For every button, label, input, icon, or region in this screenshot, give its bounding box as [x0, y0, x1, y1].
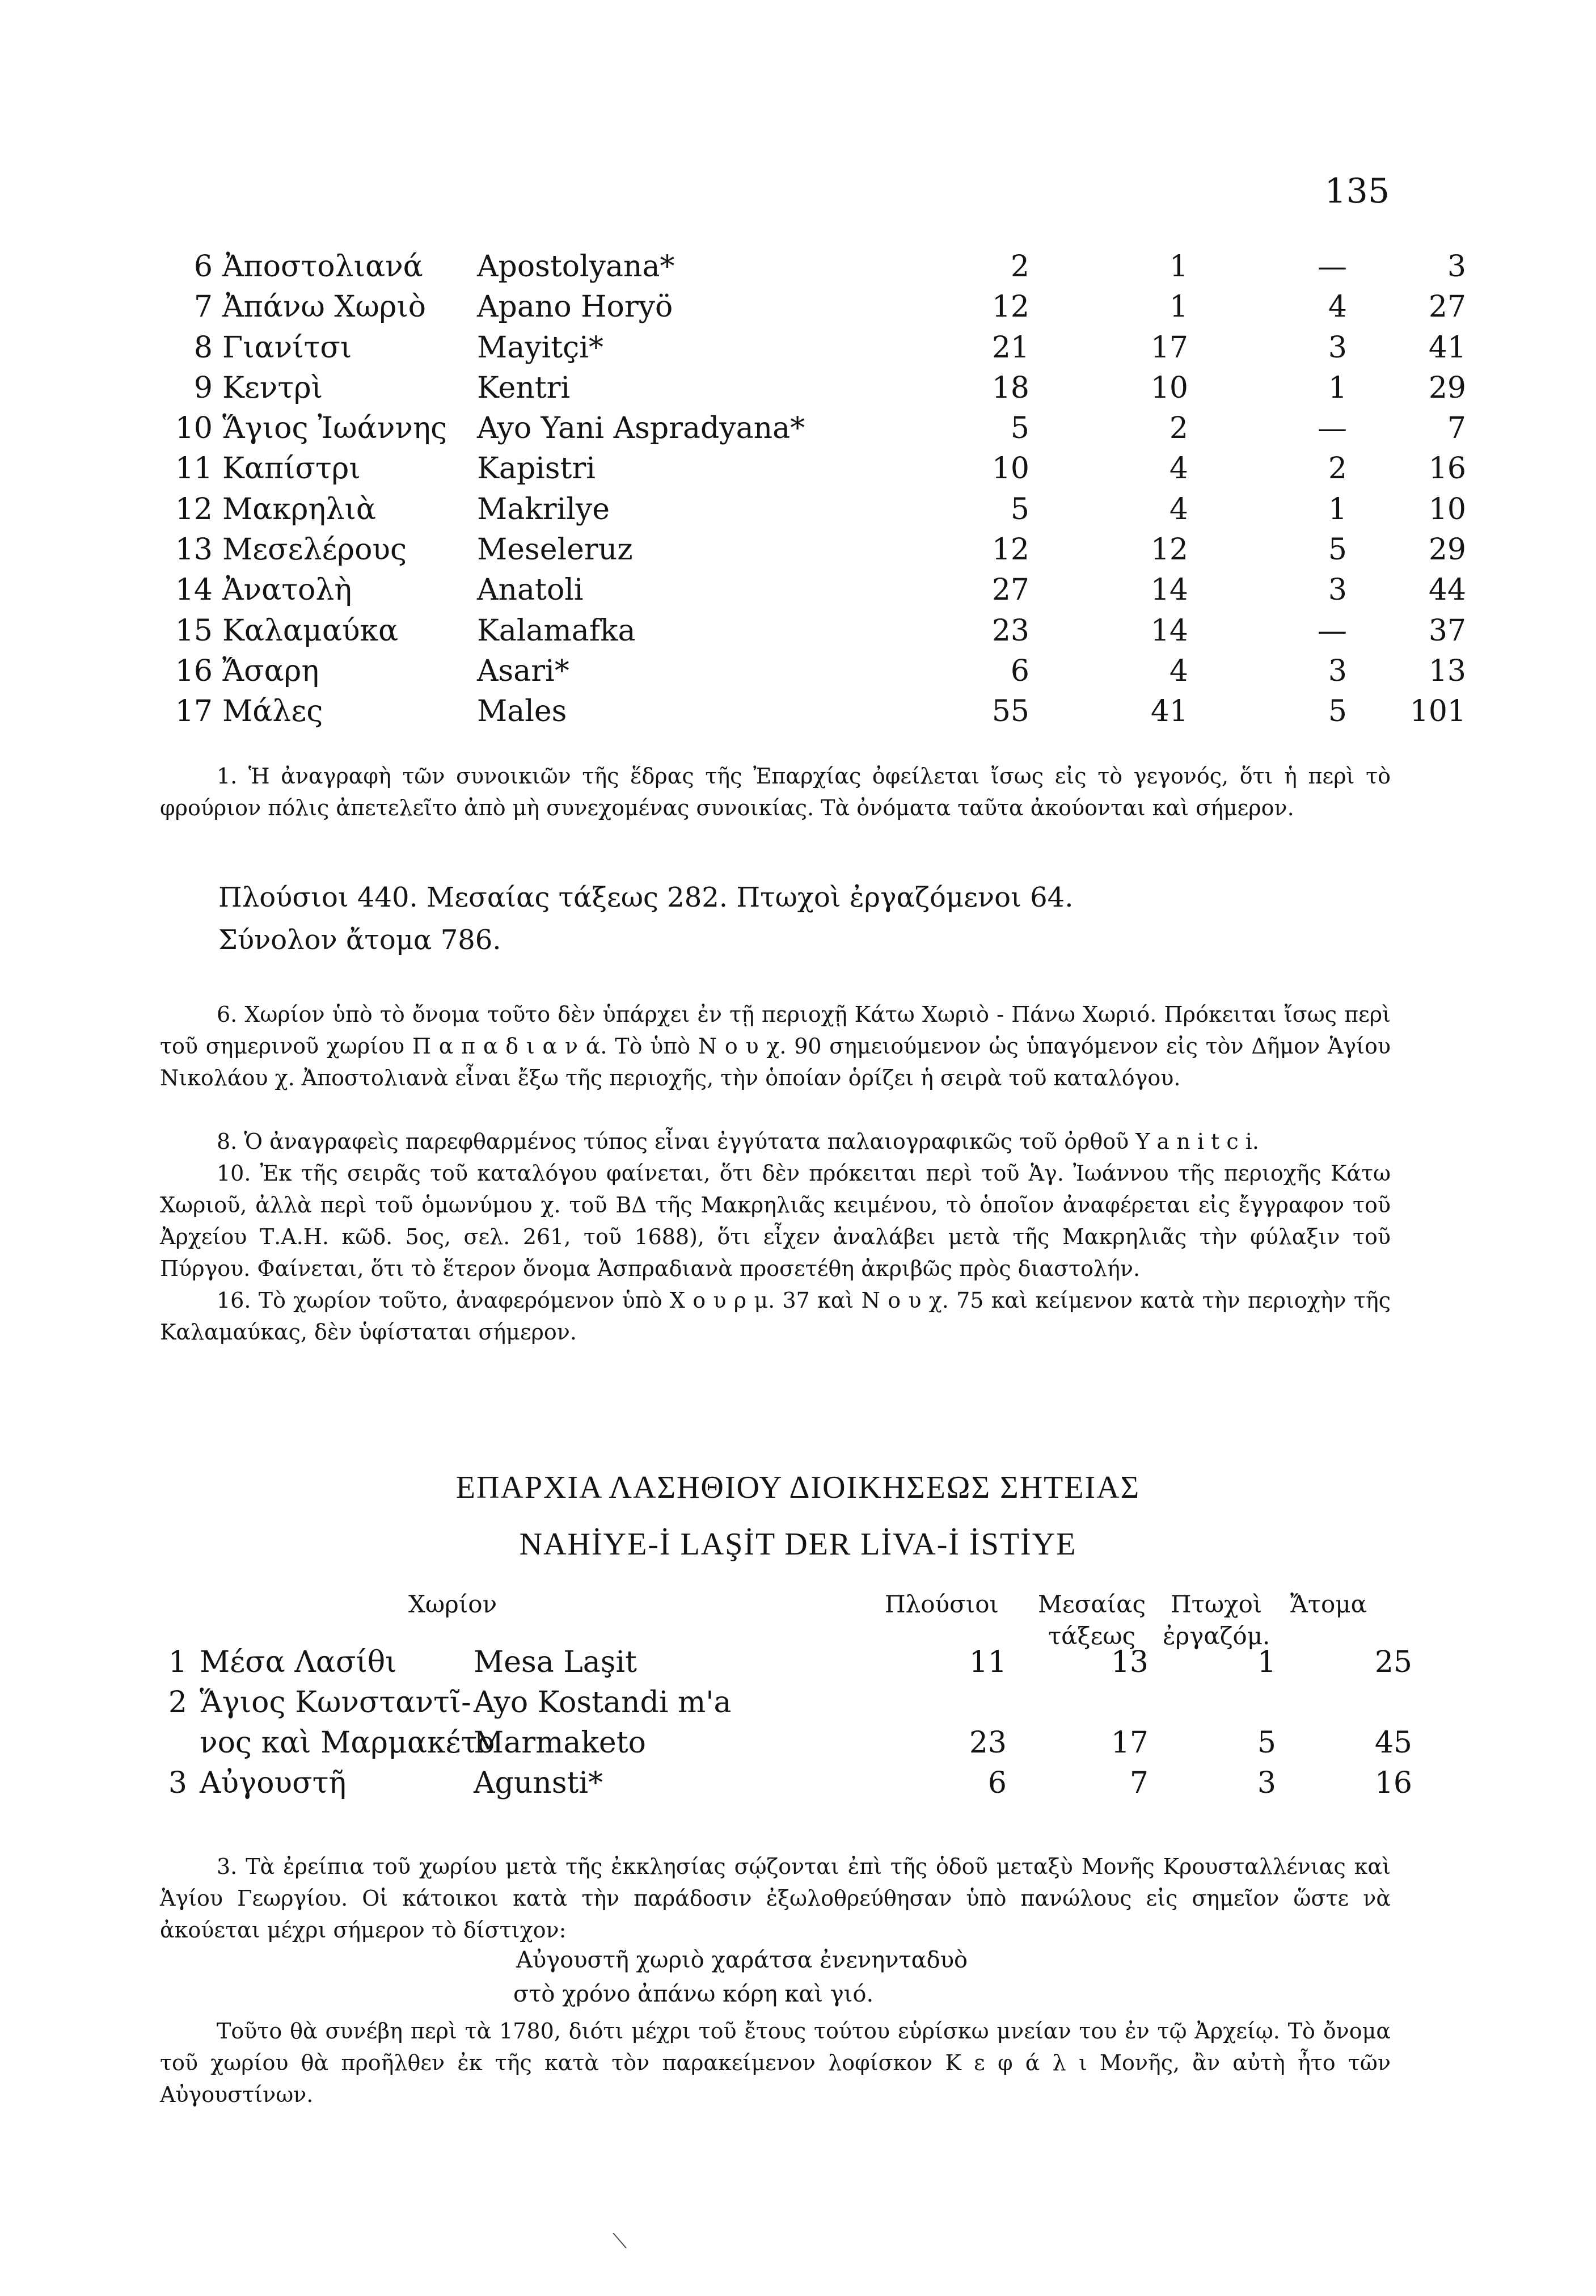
- table-row: νος καὶ Μαρμακέτο Marmaketo 23 17 5 45: [200, 1726, 1412, 1760]
- table-row: 10 Ἅγιος Ἰωάννης Ayo Yani Aspradyana* 5 2 — 7: [175, 411, 1466, 446]
- table-row: 17 Μάλες Males 55 41 5 101: [175, 694, 1466, 729]
- table-row: 15 Καλαμαύκα Kalamafka 23 14 — 37: [175, 613, 1466, 648]
- table-row: 13 Μεσελέρους Meseleruz 12 12 5 29: [175, 533, 1466, 567]
- section-heading-greek: ΕΠΑΡΧΙΑ ΛΑΣΗΘΙΟΥ ΔΙΟΙΚΗΣΕΩΣ ΣΗΤΕΙΑΣ: [455, 1470, 1141, 1505]
- table-row: 11 Καπίστρι Kapistri 10 4 2 16: [175, 452, 1466, 486]
- table-row: 3 Αὐγουστῆ Agunsti* 6 7 3 16: [168, 1766, 1412, 1800]
- header-rich: Πλούσιοι: [885, 1590, 999, 1618]
- table-row: 6 Ἀποστολιανά Apostolyana* 2 1 — 3: [193, 250, 1466, 284]
- header-village: Χωρίον: [408, 1590, 497, 1618]
- footnote-10: 10. Ἐκ τῆς σειρᾶς τοῦ καταλόγου φαίνεται, ὅτι δὲν πρόκειται περὶ τοῦ Ἁγ. Ἰωάννου τῆς περιοχῆς Κάτω Χωριοῦ, ἀλλὰ περὶ τοῦ ὁμωνύμου χ. τοῦ ΒΔ τῆς Μακρηλιᾶς κειμένου, τὸ ὁποῖον ἀναφέρεται εἰς ἔγγραφον τοῦ Ἀρχείου Τ.Α.Η. κῶδ. 5ος, σελ. 261, τοῦ 1688), ὅτι εἶχεν ἀναλάβει μετὰ τῆς Μακρηλιᾶς τὴν φύλαξιν τοῦ Πύργου. Φαίνεται, ὅτι τὸ ἕτερον ὄνομα Ἀσπραδιανὰ προσετέθη ἀκριβῶς πρὸς διαστολήν.: [160, 1161, 1391, 1281]
- population-total: Σύνολον ἄτομα 786.: [218, 924, 501, 956]
- table-row: 12 Μακρηλιὰ Makrilye 5 4 1 10: [175, 492, 1466, 526]
- footnote-16: 16. Τὸ χωρίον τοῦτο, ἀναφερόμενον ὑπὸ Χ ο υ ρ μ. 37 καὶ Ν ο υ χ. 75 καὶ κείμενον κατὰ τὴν περιοχὴν τῆς Καλαμαύκας, δὲν ὑφίσταται σήμερον.: [160, 1288, 1391, 1345]
- footnote-3: 3. Τὰ ἐρείπια τοῦ χωρίου μετὰ τῆς ἐκκλησίας σῴζονται ἐπὶ τῆς ὁδοῦ μεταξὺ Μονῆς Κρουσταλλένιας καὶ Ἁγίου Γεωργίου. Οἱ κάτοικοι κατὰ τὴν παράδοσιν ἐξωλοθρεύθησαν ὑπὸ πανώλους εἰς σημεῖον ὥστε νὰ ἀκούεται μέχρι σήμερον τὸ δίστιχον:: [160, 1854, 1391, 1943]
- table-row: 2 Ἅγιος Κωνσταντῖ- Ayo Kostandi m'a: [168, 1686, 732, 1720]
- page-number: 135: [1324, 171, 1390, 211]
- ink-mark: ⟍: [613, 2230, 627, 2253]
- footnote-6: 6. Χωρίον ὑπὸ τὸ ὄνομα τοῦτο δὲν ὑπάρχει ἐν τῇ περιοχῇ Κάτω Χωριὸ - Πάνω Χωριό. Πρόκειται ἴσως περὶ τοῦ σημερινοῦ χωρίου Π α π α δ ι α ν ά. Τὸ ὑπὸ Ν ο υ χ. 90 σημειούμενον ὡς ὑπαγόμενον εἰς τὸν Δῆμον Ἁγίου Νικολάου χ. Ἀποστολιανὰ εἶναι ἔξω τῆς περιοχῆς, τὴν ὁποίαν ὁρίζει ἡ σειρὰ τοῦ καταλόγου.: [160, 1002, 1391, 1090]
- table-row: 7 Ἀπάνω Χωριὸ Apano Horyö 12 1 4 27: [193, 290, 1466, 325]
- village-table-1: [170, 250, 1466, 735]
- couplet-line-1: Αὐγουστῆ χωριὸ χαράτσα ἐνενηνταδυὸ: [516, 1947, 968, 1973]
- village-table-2: [153, 1645, 1412, 1806]
- footnote-1: 1. Ἡ ἀναγραφὴ τῶν συνοικιῶν τῆς ἕδρας τῆς Ἐπαρχίας ὀφείλεται ἴσως εἰς τὸ γεγονός, ὅτι ἡ περὶ τὸ φρούριον πόλις ἀπετελεῖτο ἀπὸ μὴ συνεχομένας συνοικίας. Τὰ ὀνόματα ταῦτα ἀκούονται καὶ σήμερον.: [160, 764, 1391, 820]
- table-row: 9 Κεντρὶ Kentri 18 10 1 29: [193, 370, 1466, 405]
- footnote-3-continued: Τοῦτο θὰ συνέβη περὶ τὰ 1780, διότι μέχρι τοῦ ἔτους τούτου εὑρίσκω μνείαν του ἐν τῷ Ἀρχείῳ. Τὸ ὄνομα τοῦ χωρίου θὰ προῆλθεν ἐκ τῆς κατὰ τὸν παρακείμενον λοφίσκον Κ ε φ ά λ ι Μονῆς, ἂν αὐτὴ ἦτο τῶν Αὐγουστίνων.: [160, 2019, 1391, 2107]
- couplet-line-2: στὸ χρόνο ἀπάνω κόρη καὶ γιό.: [513, 1981, 874, 2007]
- population-classes: Πλούσιοι 440. Μεσαίας τάξεως 282. Πτωχοὶ ἐργαζόμενοι 64.: [218, 882, 1074, 913]
- table-row: 1 Μέσα Λασίθι Mesa Laşit 11 13 1 25: [168, 1645, 1412, 1679]
- table-row: 16 Ἄσαρη Asari* 6 4 3 13: [175, 654, 1466, 688]
- header-total: Ἄτομα: [1290, 1590, 1367, 1618]
- section-heading-ottoman: NAHİYE-İ LAŞİT DER LİVA-İ İSTİYE: [519, 1527, 1077, 1562]
- header-poor: Πτωχοὶ ἐργαζόμ.: [1163, 1590, 1270, 1650]
- header-middle: Μεσαίας τάξεως: [1038, 1590, 1146, 1650]
- footnote-8: 8. Ὁ ἀναγραφεὶς παρεφθαρμένος τύπος εἶναι ἐγγύτατα παλαιογραφικῶς τοῦ ὀρθοῦ Y a n i t c i.: [217, 1129, 1259, 1154]
- table-row: 14 Ἀνατολὴ Anatoli 27 14 3 44: [175, 573, 1466, 608]
- table-row: 8 Γιανίτσι Mayitçi* 21 17 3 41: [193, 330, 1466, 365]
- population-summary: [218, 877, 1073, 962]
